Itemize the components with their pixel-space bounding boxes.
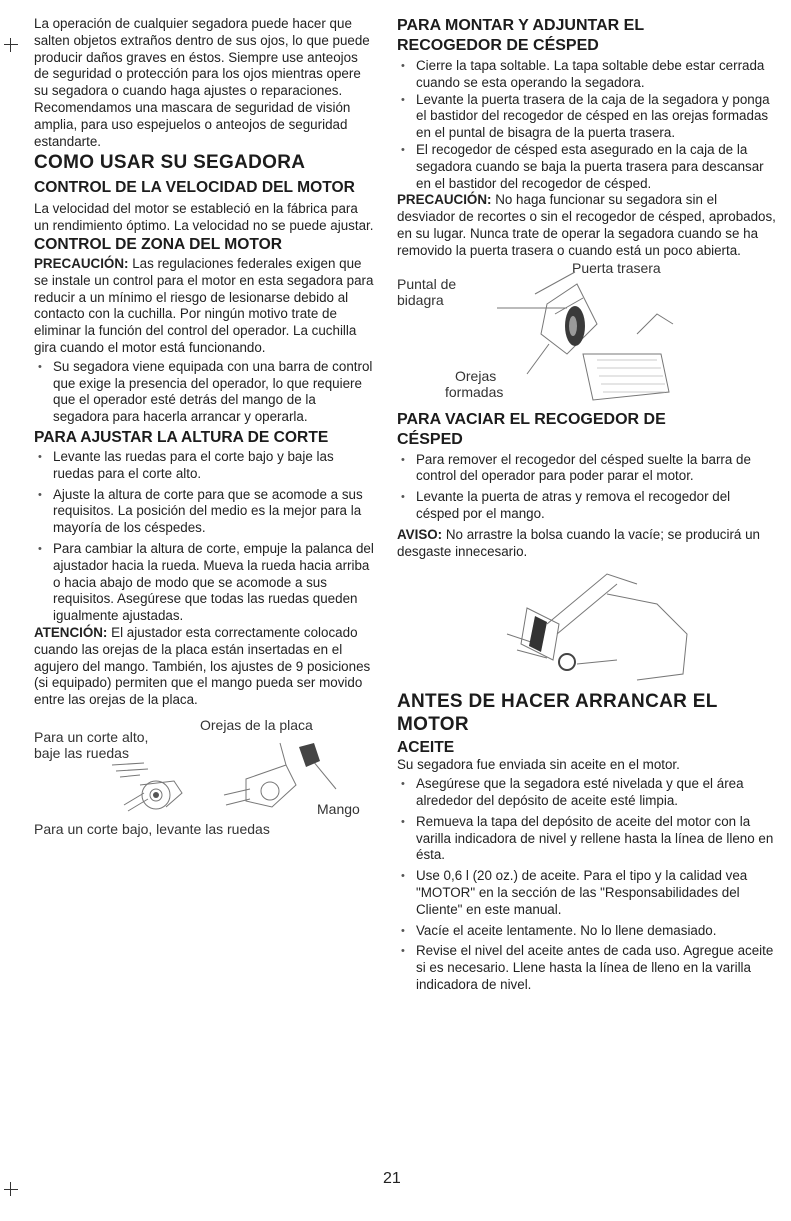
cut-height-illustration (34, 717, 374, 855)
precaucion-paragraph-right (397, 192, 777, 259)
fig-orejas-1: Orejas (455, 367, 497, 384)
list-item: • Levante la puerta de atras y remova el recogedor del césped por el mango. (397, 489, 777, 523)
list-item: • Levante las ruedas para el corte bajo y baje las ruedas para el corte alto. (34, 449, 374, 483)
aceite-bullets (397, 776, 777, 994)
precaucion-text-right: No haga funcionar su segadora sin el desviador de recortes o sin el recogedor de césped, aprobados, en su lugar. Nunca trate de operar la segadora cuando se ha removido la puerta trasera o cuando está un poco abierta. (397, 192, 776, 258)
crop-mark (4, 1189, 18, 1190)
precaucion-text: Las regulaciones federales exigen que se instale un control para el motor en esta segadora para reducir a un mínimo el riesgo de lesionarse debido al contacto con la cuchilla. Por ningún motivo trate de eliminar la función del control del operador. La cuchilla gira cuando el motor está funcionando. (34, 255, 374, 355)
list-item: • Para cambiar la altura de corte, empuje la palanca del ajustador hacia la rueda. Mueva la rueda hacia arriba o hacia abajo de modo que se acomode a sus requisitos. Asegúrese que todas las ruedas queden igualmente ajustadas. (34, 541, 374, 625)
heading-vaciar-recogedor: PARA VACIAR EL RECOGEDOR DE CÉSPED (397, 410, 666, 448)
precaucion-label-right: PRECAUCIÓN: (397, 192, 492, 208)
atencion-paragraph (34, 625, 374, 709)
list-item: • Para remover el recogedor del césped suelte la barra de control del operador para poder parar el motor. (397, 452, 777, 486)
list-item: • Vacíe el aceite lentamente. No lo llene demasiado. (397, 923, 777, 940)
fig-orejas-placa: Orejas de la placa (200, 716, 313, 733)
precaucion-label: PRECAUCIÓN: (34, 255, 129, 271)
list-item: • Ajuste la altura de corte para que se acomode a sus requisitos. La posición del medio es la mejor para la mayoría de los céspedes. (34, 487, 374, 537)
heading-aceite: ACEITE (397, 739, 455, 757)
list-item: • Su segadora viene equipada con una barra de control que exige la presencia del operador, lo que requiere que el operador esté detrás del mango de la segadora para hacerla arrancar y operarla. (34, 359, 374, 426)
aviso-text: No arrastre la bolsa cuando la vacíe; se producirá un desgaste innecesario. (397, 526, 760, 559)
list-item: • Revise el nivel del aceite antes de cada uso. Agregue aceite si es necesario. Llene hasta la línea de lleno en la varilla indicadora de nivel. (397, 943, 777, 993)
rear-door-drawing (457, 264, 687, 410)
rear-door-illustration (397, 260, 777, 410)
heading-control-velocidad: CONTROL DE LA VELOCIDAD DEL MOTOR (34, 179, 355, 197)
fig-puerta-trasera: Puerta trasera (572, 259, 661, 276)
wheel-adjuster-drawing (104, 735, 344, 821)
list-item: • Cierre la tapa soltable. La tapa soltable debe estar cerrada cuando se esta operando la segadora. (397, 58, 777, 92)
emptying-drawing (487, 564, 707, 688)
fig-corte-bajo: Para un corte bajo, levante las ruedas (34, 820, 270, 837)
atencion-label: ATENCIÓN: (34, 624, 108, 640)
montar-bullets (397, 58, 777, 192)
vaciar-bullets (397, 452, 777, 523)
emptying-illustration (397, 560, 777, 690)
fig-orejas-2: formadas (445, 383, 504, 400)
list-item: • Asegúrese que la segadora esté nivelada y que el área alrededor del depósito de aceite esté limpia. (397, 776, 777, 810)
atencion-text: El ajustador esta correctamente colocado cuando las orejas de la placa están insertadas en el agujero del mango. También, los ajustes de 9 posiciones (si equipado) permiten que el mango pueda ser movido entre las orejas de la placa. (34, 624, 371, 708)
heading-antes-arrancar: ANTES DE HACER ARRANCAR EL MOTOR (397, 691, 718, 736)
fig-puntal-2: bidagra (397, 291, 444, 308)
heading-control-zona: CONTROL DE ZONA DEL MOTOR (34, 235, 283, 253)
safety-intro: La operación de cualquier segadora puede hacer que salten objetos extraños dentro de sus ojos, lo que puede producir daños graves en éstos. Siempre use anteojos de seguridad o protección para los ojos mientras opere su segadora o cuando haga ajustes o reparaciones. Recomendamos una mascara de seguridad de visión amplia, para uso espejuelos o anteojos de seguridad estandarte. (34, 16, 370, 149)
crop-mark (4, 44, 18, 45)
heading-montar-recogedor: PARA MONTAR Y ADJUNTAR EL RECOGEDOR DE CÉSPED (397, 17, 644, 54)
left-column (34, 16, 374, 855)
fig-corte-alto: Para un corte alto, (34, 728, 149, 745)
precaucion-paragraph (34, 256, 374, 357)
aviso-paragraph (397, 527, 777, 561)
heading-altura-corte: PARA AJUSTAR LA ALTURA DE CORTE (34, 428, 329, 446)
list-item: • Use 0,6 l (20 oz.) de aceite. Para el tipo y la calidad vea "MOTOR" en la sección de las "Responsabilidades del Cliente" en este manual. (397, 868, 777, 918)
page-number: 21 (383, 1170, 401, 1187)
right-column (397, 16, 777, 994)
list-item: • Levante la puerta trasera de la caja de la segadora y ponga el bastidor del recogedor de césped en las orejas formadas en el puntal de bisagra de la puerta trasera. (397, 92, 777, 142)
aviso-label: AVISO: (397, 526, 443, 542)
list-item: • El recogedor de césped esta asegurado en la caja de la segadora cuando se baja la puerta trasera para descansar en el bastidor del recogedor de césped. (397, 142, 777, 192)
aceite-paragraph: Su segadora fue enviada sin aceite en el motor. (397, 757, 680, 773)
list-item: • Remueva la tapa del depósito de aceite del motor con la varilla indicadora de nivel y rellene hasta la línea de lleno en ésta. (397, 814, 777, 864)
crop-mark (10, 38, 11, 52)
zona-bullets (34, 359, 374, 426)
velocidad-paragraph: La velocidad del motor se estableció en la fábrica para un rendimiento óptimo. La velocidad no se puede ajustar. (34, 201, 374, 234)
altura-bullets (34, 449, 374, 625)
fig-mango: Mango (317, 800, 360, 817)
fig-baje-ruedas: baje las ruedas (34, 744, 129, 761)
heading-como-usar: COMO USAR SU SEGADORA (34, 152, 306, 174)
fig-puntal-1: Puntal de (397, 275, 457, 292)
